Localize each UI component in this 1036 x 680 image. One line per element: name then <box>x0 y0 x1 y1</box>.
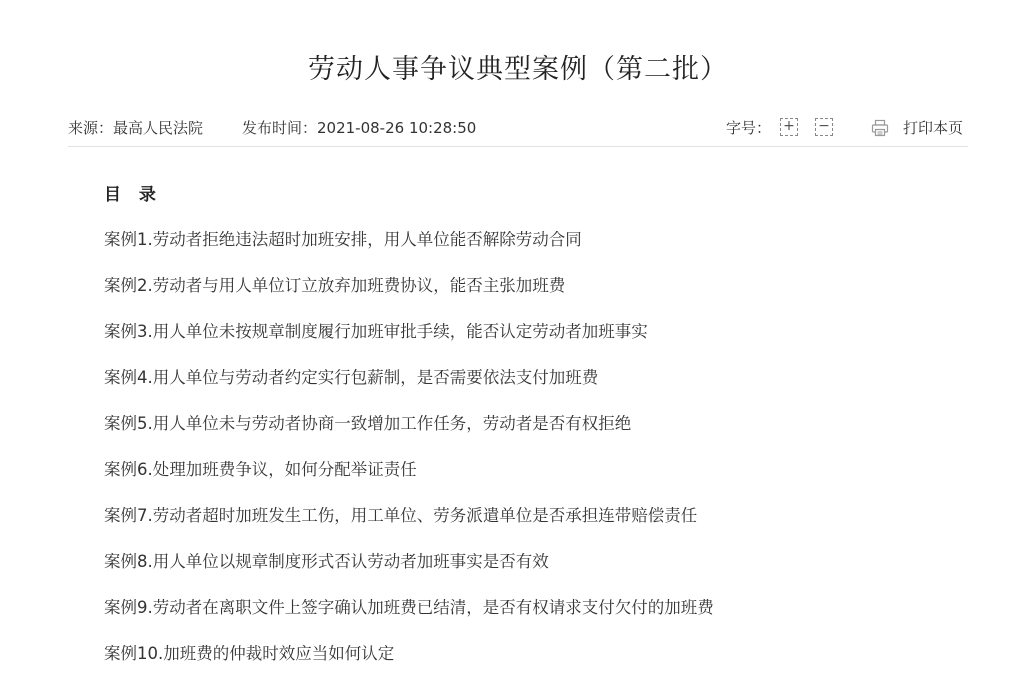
toc-item: 案例3.用人单位未按规章制度履行加班审批手续，能否认定劳动者加班事实 <box>104 322 648 341</box>
toc-item: 案例2.劳动者与用人单位订立放弃加班费协议，能否主张加班费 <box>104 276 566 295</box>
article-meta <box>68 115 968 141</box>
publish-time: 发布时间：2021-08-26 10:28:50 <box>242 119 477 137</box>
toc-item: 案例1.劳动者拒绝违法超时加班安排，用人单位能否解除劳动合同 <box>104 230 582 249</box>
font-size-label: 字号： <box>726 119 772 137</box>
toc-item: 案例6.处理加班费争议，如何分配举证责任 <box>104 460 417 479</box>
header-divider <box>68 146 968 147</box>
toc-item: 案例5.用人单位未与劳动者协商一致增加工作任务，劳动者是否有权拒绝 <box>104 414 632 433</box>
print-label: 打印本页 <box>903 119 964 137</box>
font-increase-button[interactable]: + <box>780 118 798 136</box>
toc-item: 案例9.劳动者在离职文件上签字确认加班费已结清，是否有权请求支付欠付的加班费 <box>104 598 714 617</box>
toc-list <box>104 226 984 680</box>
article-source: 来源：最高人民法院 <box>68 119 204 137</box>
toc-item: 案例8.用人单位以规章制度形式否认劳动者加班事实是否有效 <box>104 552 549 571</box>
toc-item: 案例4.用人单位与劳动者约定实行包薪制，是否需要依法支付加班费 <box>104 368 599 387</box>
font-decrease-button[interactable]: − <box>815 118 833 136</box>
toc-item: 案例7.劳动者超时加班发生工伤，用工单位、劳务派遣单位是否承担连带赔偿责任 <box>104 506 698 525</box>
toc-item: 案例10.加班费的仲裁时效应当如何认定 <box>104 644 395 663</box>
page-title: 劳动人事争议典型案例（第二批） <box>308 54 728 85</box>
printer-icon <box>871 119 889 137</box>
toc-heading: 目 录 <box>104 185 162 205</box>
